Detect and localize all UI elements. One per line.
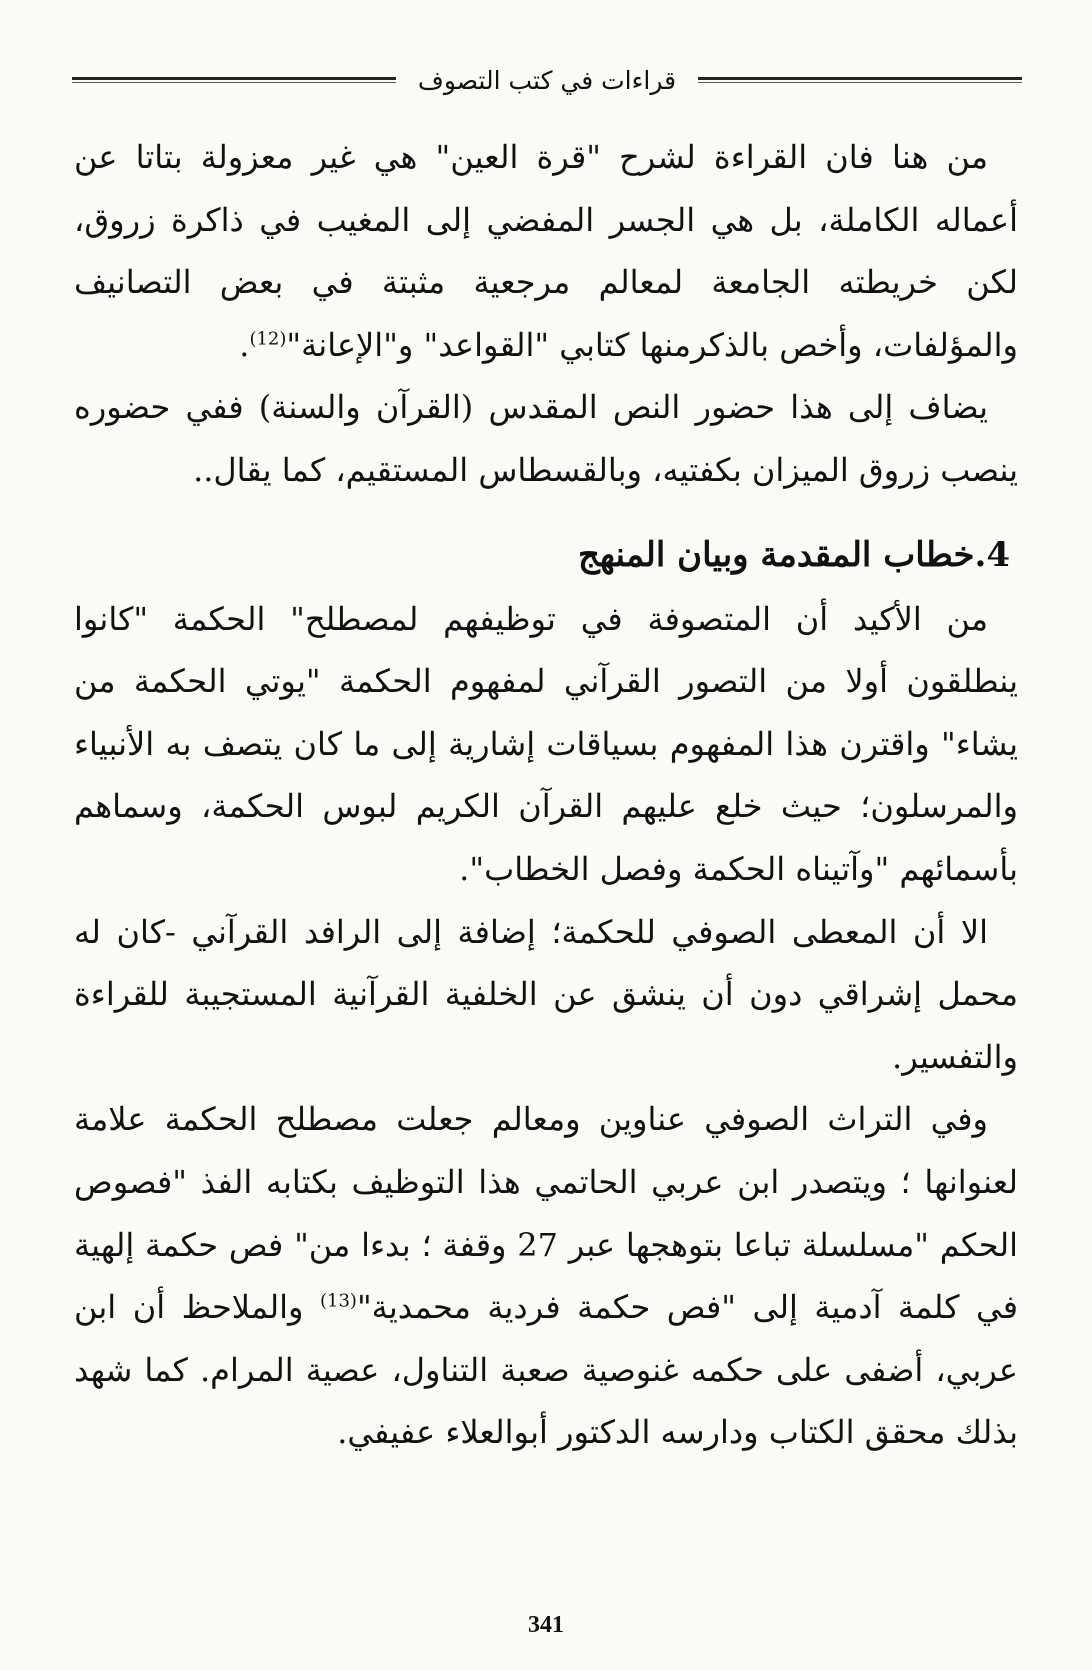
page-number: 341 <box>528 1612 564 1638</box>
paragraph-1-tail: . <box>239 325 250 364</box>
footnote-ref-13: (13) <box>319 1290 357 1312</box>
section-heading: 4.خطاب المقدمة وبيان المنهج <box>577 534 1010 575</box>
paragraph-5 <box>74 1088 1018 1464</box>
body-text <box>74 126 1018 1464</box>
header-title: قراءات في كتب التصوف <box>417 65 677 95</box>
header-rule-left <box>72 77 396 83</box>
paragraph-5-text: وفي التراث الصوفي عناوين ومعالم جعلت مصطلح الحكمة علامة لعنوانها ؛ ويتصدر ابن عربي الحاتمي هذا التوظيف بكتابه الفذ "فصوص الحكم "مسلسلة تباعا بتوهجها عبر 27 وقفة ؛ بدءا من" فص حكمة إلهية في كلمة آدمية إلى "فص حكمة فردية محمدية" <box>74 1100 1019 1327</box>
paragraph-1 <box>74 126 1018 376</box>
header-rule-right <box>698 77 1022 83</box>
paragraph-3: من الأكيد أن المتصوفة في توظيفهم لمصطلح" الحكمة "كانوا ينطلقون أولا من التصور القرآني لمفهوم الحكمة "يوتي الحكمة من يشاء" واقترن هذا المفهوم بسياقات إشارية إلى ما كان يتصف به الأنبياء والمرسلون؛ حيث خلع عليهم القرآن الكريم لبوس الحكمة، وسماهم بأسمائهم "وآتيناه الحكمة وفصل الخطاب". <box>74 599 1018 888</box>
paragraph-4: الا أن المعطى الصوفي للحكمة؛ إضافة إلى الرافد القرآني -كان له محمل إشراقي دون أن ينشق عن الخلفية القرآنية المستجيبة للقراءة والتفسير. <box>74 912 1019 1076</box>
paragraph-5-tail: والملاحظ أن ابن عربي، أضفى على حكمه غنوصية صعبة التناول، عصية المرام. كما شهد بذلك محقق الكتاب ودارسه الدكتور أبوالعلاء عفيفي. <box>74 1288 1018 1452</box>
footnote-ref-12: (12) <box>249 328 287 350</box>
paragraph-1-text: من هنا فان القراءة لشرح "قرة العين" هي غير معزولة بتاتا عن أعماله الكاملة، بل هي الجسر المفضي إلى المغيب في ذاكرة زروق، لكن خريطته الجامعة لمعالم مرجعية مثبتة في بعض التصانيف والمؤلفات، وأخص بالذكرمنها كتابي "القواعد" و"الإعانة" <box>74 138 1019 364</box>
running-header <box>72 58 1022 102</box>
paragraph-2: يضاف إلى هذا حضور النص المقدس (القرآن والسنة) ففي حضوره ينصب زروق الميزان بكفتيه، وبالقسطاس المستقيم، كما يقال.. <box>74 388 1018 489</box>
